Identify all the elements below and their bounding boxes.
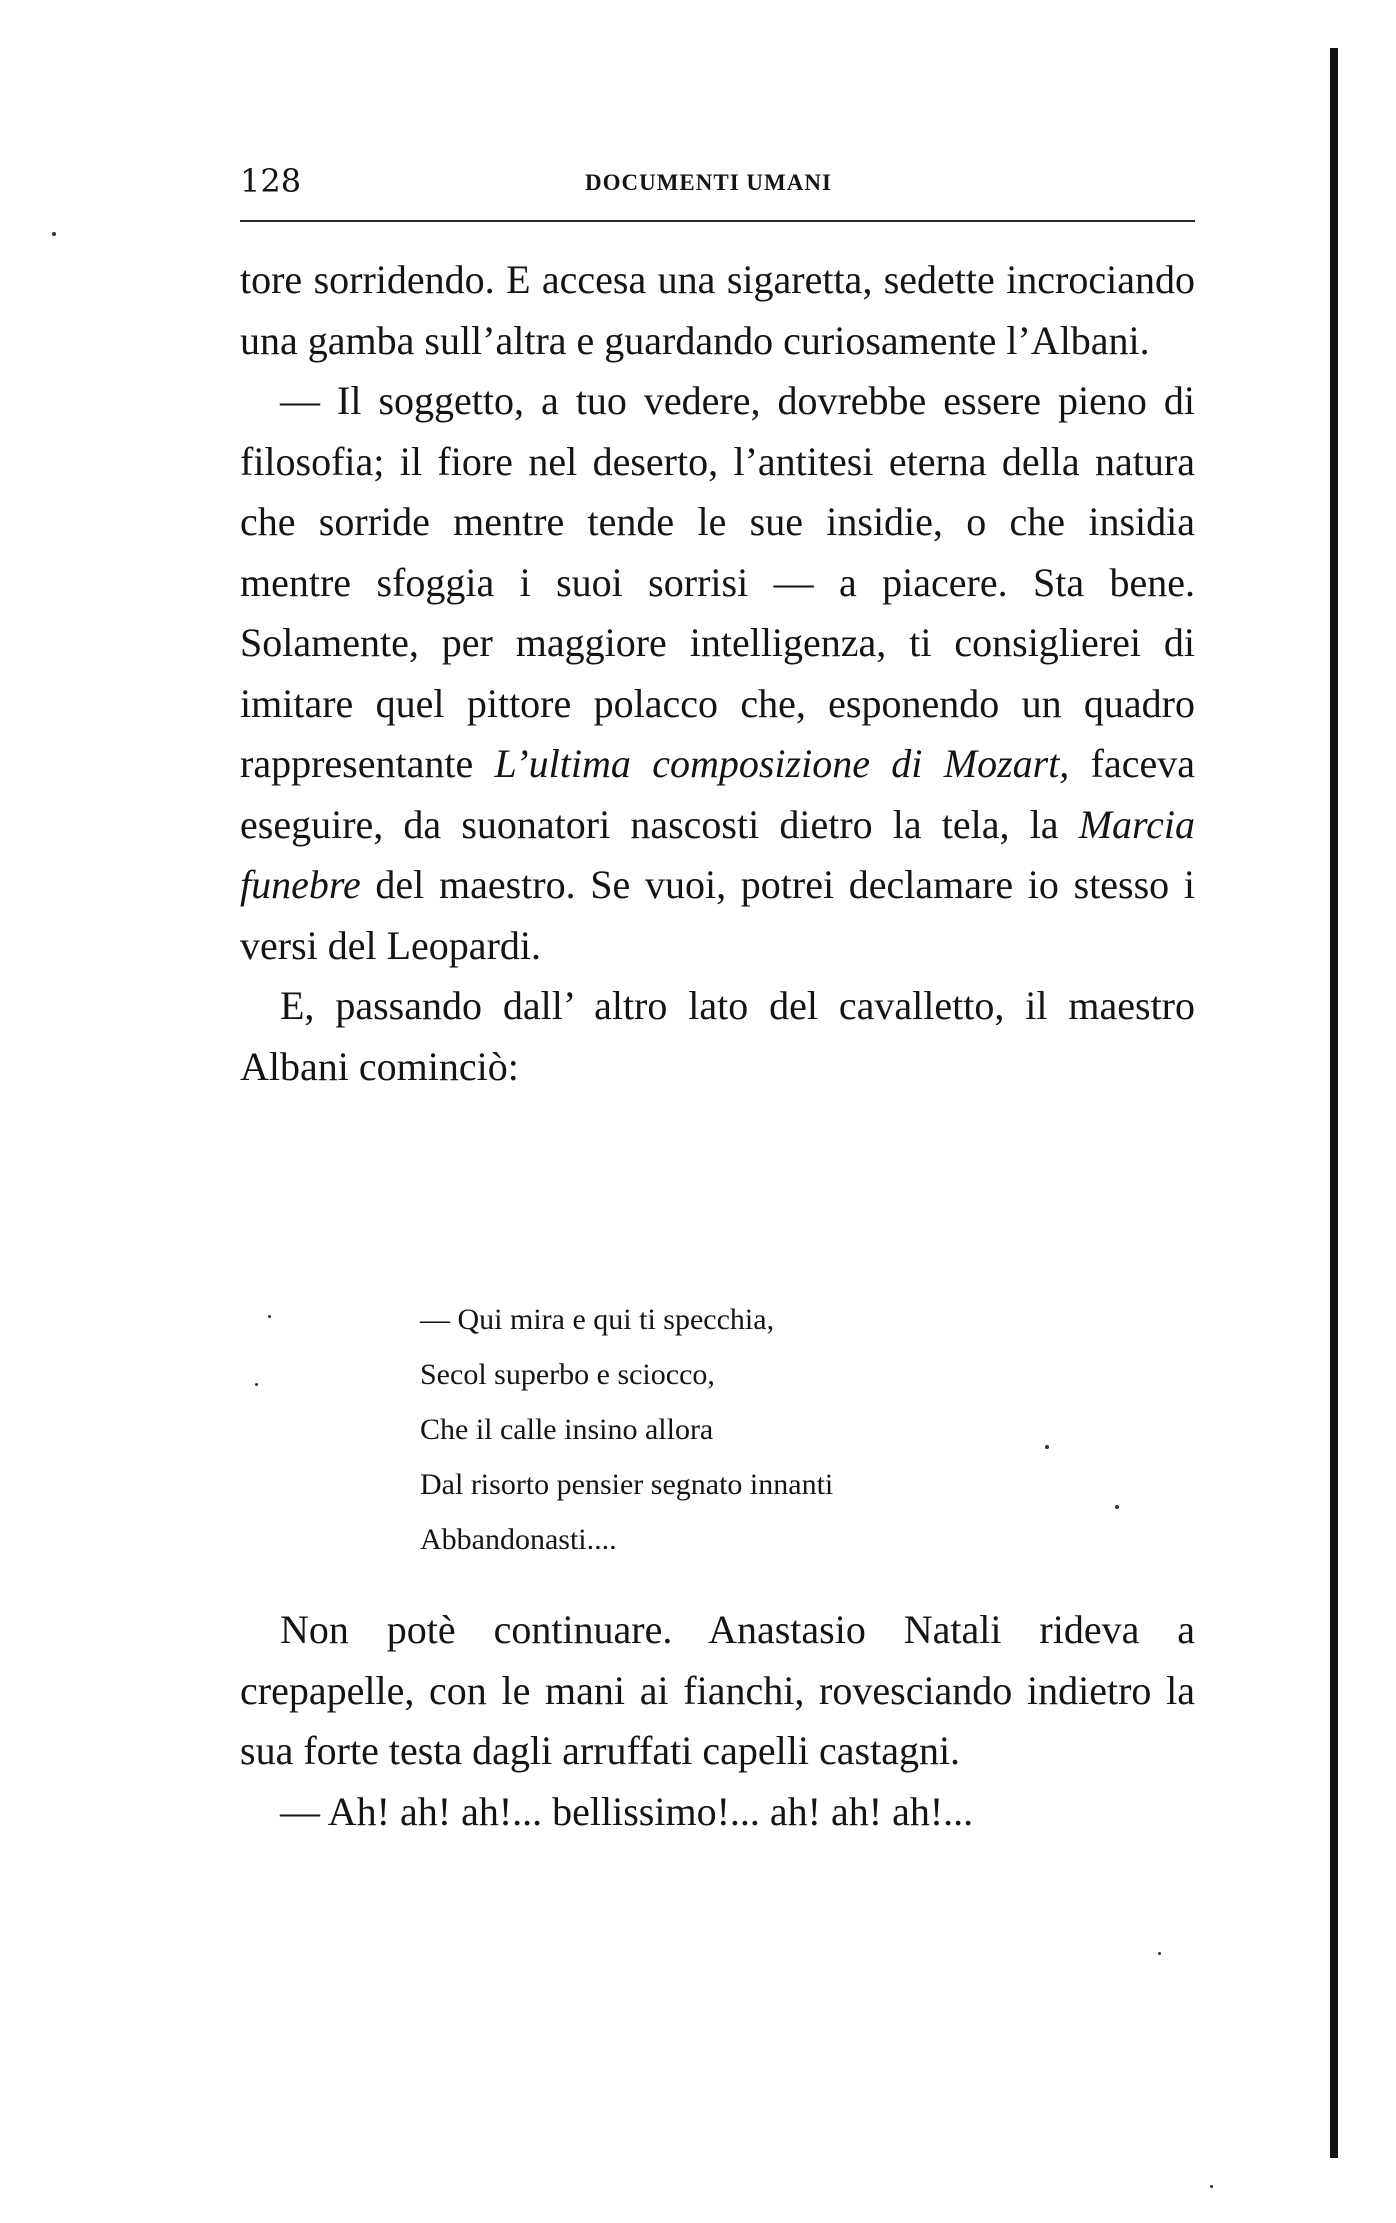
scan-speck	[255, 1383, 258, 1386]
verse-line-5: Abbandonasti....	[420, 1523, 617, 1556]
scan-speck	[1045, 1445, 1049, 1449]
music-title: Marcia funebre	[240, 801, 1195, 907]
main-text-top	[240, 250, 1195, 1097]
paragraph-4: Non potè continuare. Anastasio Natali rideva a crepapelle, con le mani ai fianchi, rovesciando indietro la sua forte testa dagli arruffati capelli castagni.	[240, 1607, 1195, 1773]
scan-speck	[1115, 1505, 1119, 1509]
verse-quotation	[420, 1292, 833, 1567]
scan-speck	[1210, 2185, 1213, 2188]
paragraph-1: tore sorridendo. E accesa una sigaretta, sedette incrociando una gamba sull’altra e guardando curiosamente l’Albani.	[240, 257, 1195, 363]
header-rule	[240, 220, 1195, 222]
scan-speck	[52, 232, 56, 236]
paragraph-2-part-b: faceva eseguire, da suonatori nascosti dietro la tela, la	[240, 741, 1195, 847]
verse-line-1: — Qui mira e qui ti specchia,	[420, 1303, 775, 1336]
paragraph-5: — Ah! ah! ah!... bellissimo!... ah! ah! ah!...	[280, 1788, 974, 1834]
running-title: DOCUMENTI UMANI	[585, 170, 832, 195]
page-edge-shadow	[1330, 48, 1338, 2158]
scan-speck	[268, 1315, 271, 1318]
paragraph-2-part-c: del maestro. Se vuoi, potrei declamare io stesso i versi del Leopardi.	[240, 862, 1195, 968]
paragraph-3: E, passando dall’ altro lato del cavalletto, il maestro Albani cominciò:	[240, 983, 1195, 1089]
paragraph-2-part-a: — Il soggetto, a tuo vedere, dovrebbe essere pieno di filosofia; il fiore nel deserto, l’antitesi eterna della natura che sorride mentre tende le sue insidie, o che insidia mentre sfoggia i suoi sorrisi — a piacere. Sta bene. Solamente, per maggiore intelligenza, ti consiglierei di imitare quel pittore polacco che, esponendo un quadro rappresentante	[240, 378, 1195, 786]
verse-line-3: Che il calle insino allora	[420, 1413, 714, 1446]
verse-line-2: Secol superbo e sciocco,	[420, 1358, 715, 1391]
page-number: 128	[240, 162, 302, 200]
artwork-title: L’ultima composizione di Mozart,	[494, 741, 1070, 786]
paragraph-2	[240, 371, 1195, 976]
scan-speck	[1158, 1952, 1161, 1955]
verse-line-4: Dal risorto pensier segnato innanti	[420, 1468, 834, 1501]
page-header	[240, 150, 1200, 210]
main-text-bottom	[240, 1600, 1195, 1842]
